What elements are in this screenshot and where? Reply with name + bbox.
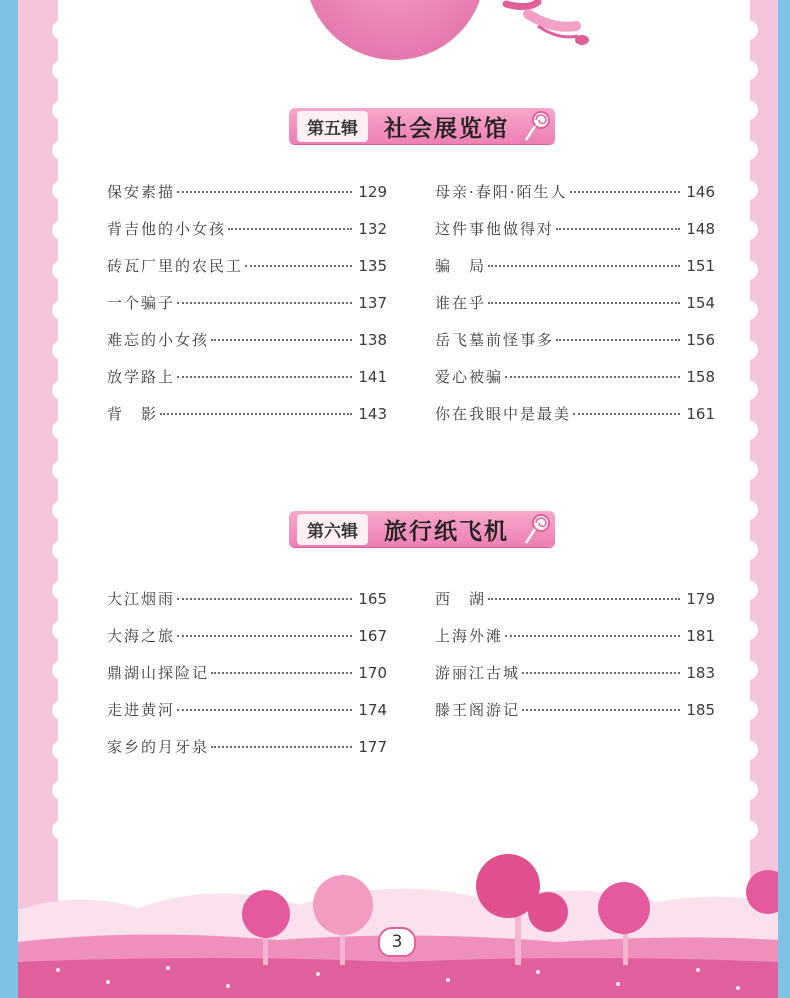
lollipop-icon xyxy=(523,513,551,545)
toc-entry-title: 岳飞墓前怪事多 xyxy=(435,331,555,349)
toc-entry-title: 难忘的小女孩 xyxy=(107,331,210,349)
leader-dots xyxy=(488,265,680,267)
leader-dots xyxy=(211,672,352,674)
leader-dots xyxy=(177,376,352,378)
toc-entry-page: 185 xyxy=(686,701,715,719)
toc-entry-title: 家乡的月牙泉 xyxy=(107,738,210,756)
toc-entry xyxy=(435,699,715,736)
toc-entry xyxy=(435,366,715,403)
toc-entry-title: 砖瓦厂里的农民工 xyxy=(107,257,244,275)
leader-dots xyxy=(245,265,352,267)
toc-entry-title: 滕王阁游记 xyxy=(435,701,521,719)
toc-entry-title: 上海外滩 xyxy=(435,627,504,645)
toc-entry-title: 鼎湖山探险记 xyxy=(107,664,210,682)
toc-entry-page: 167 xyxy=(358,627,387,645)
leader-dots xyxy=(522,672,680,674)
leader-dots xyxy=(177,302,352,304)
leader-dots xyxy=(488,302,680,304)
toc-entry xyxy=(107,625,387,662)
toc-entry xyxy=(435,625,715,662)
leader-dots xyxy=(177,709,352,711)
toc-entry-page: 138 xyxy=(358,331,387,349)
leader-dots xyxy=(160,413,352,415)
lollipop-icon xyxy=(523,110,551,142)
leader-dots xyxy=(505,635,680,637)
leader-dots xyxy=(177,635,352,637)
toc-entry-title: 这件事他做得对 xyxy=(435,220,555,238)
leader-dots xyxy=(488,598,680,600)
section-tag: 第六辑 xyxy=(297,514,368,545)
toc-column-left xyxy=(107,181,387,440)
toc-entry-page: 132 xyxy=(358,220,387,238)
leader-dots xyxy=(211,339,352,341)
toc-list xyxy=(435,588,715,736)
leader-dots xyxy=(522,709,680,711)
section-banner-5 xyxy=(289,108,555,144)
toc-entry-title: 一个骗子 xyxy=(107,294,176,312)
cartoon-character-legs-icon xyxy=(498,0,594,52)
toc-list xyxy=(107,181,387,440)
toc-entry-page: 181 xyxy=(686,627,715,645)
toc-entry-title: 大海之旅 xyxy=(107,627,176,645)
toc-entry xyxy=(107,366,387,403)
toc-entry xyxy=(435,292,715,329)
toc-entry xyxy=(107,292,387,329)
toc-entry-title: 游丽江古城 xyxy=(435,664,521,682)
toc-entry xyxy=(107,699,387,736)
leader-dots xyxy=(177,191,352,193)
toc-entry-title: 走进黄河 xyxy=(107,701,176,719)
toc-entry-title: 谁在乎 xyxy=(435,294,487,312)
toc-entry-title: 背 影 xyxy=(107,405,159,423)
leader-dots xyxy=(211,746,352,748)
toc-entry-title: 你在我眼中是最美 xyxy=(435,405,572,423)
toc-entry-title: 保安素描 xyxy=(107,183,176,201)
toc-entry-page: 137 xyxy=(358,294,387,312)
toc-column-left xyxy=(107,588,387,773)
toc-entry xyxy=(435,403,715,440)
toc-entry-page: 154 xyxy=(686,294,715,312)
toc-entry-page: 156 xyxy=(686,331,715,349)
toc-entry-title: 爱心被骗 xyxy=(435,368,504,386)
toc-entry xyxy=(107,255,387,292)
toc-entry xyxy=(435,329,715,366)
toc-entry-page: 161 xyxy=(686,405,715,423)
leader-dots xyxy=(228,228,352,230)
toc-entry-page: 151 xyxy=(686,257,715,275)
toc-entry-page: 129 xyxy=(358,183,387,201)
toc-column-right xyxy=(435,588,715,736)
toc-entry-page: 174 xyxy=(358,701,387,719)
toc-entry-page: 165 xyxy=(358,590,387,608)
toc-entry xyxy=(107,662,387,699)
leader-dots xyxy=(505,376,680,378)
footer-garden-scene xyxy=(18,850,778,998)
page-number: 3 xyxy=(378,927,416,957)
leader-dots xyxy=(556,339,680,341)
toc-entry-page: 179 xyxy=(686,590,715,608)
toc-entry xyxy=(107,218,387,255)
toc-entry-title: 放学路上 xyxy=(107,368,176,386)
section-title: 社会展览馆 xyxy=(384,114,509,142)
toc-entry xyxy=(107,403,387,440)
toc-entry-title: 骗 局 xyxy=(435,257,487,275)
toc-entry xyxy=(435,218,715,255)
toc-entry-page: 146 xyxy=(686,183,715,201)
right-scallop-border xyxy=(740,0,762,940)
toc-list xyxy=(435,181,715,440)
toc-entry-title: 背吉他的小女孩 xyxy=(107,220,227,238)
toc-entry-page: 177 xyxy=(358,738,387,756)
toc-entry xyxy=(107,181,387,218)
toc-column-right xyxy=(435,181,715,440)
toc-entry xyxy=(107,736,387,773)
toc-entry xyxy=(107,329,387,366)
toc-entry xyxy=(435,662,715,699)
toc-entry xyxy=(435,181,715,218)
toc-entry-page: 183 xyxy=(686,664,715,682)
toc-entry xyxy=(107,588,387,625)
toc-entry-title: 西 湖 xyxy=(435,590,487,608)
leader-dots xyxy=(570,191,681,193)
toc-entry-title: 母亲·春阳·陌生人 xyxy=(435,183,568,201)
section-tag: 第五辑 xyxy=(297,111,368,142)
section-title: 旅行纸飞机 xyxy=(384,517,509,545)
toc-entry-title: 大江烟雨 xyxy=(107,590,176,608)
toc-entry-page: 135 xyxy=(358,257,387,275)
toc-entry-page: 141 xyxy=(358,368,387,386)
toc-entry-page: 158 xyxy=(686,368,715,386)
toc-entry-page: 143 xyxy=(358,405,387,423)
section-banner-6 xyxy=(289,511,555,547)
toc-list xyxy=(107,588,387,773)
toc-entry xyxy=(435,588,715,625)
leader-dots xyxy=(573,413,680,415)
leader-dots xyxy=(177,598,352,600)
toc-entry xyxy=(435,255,715,292)
leader-dots xyxy=(556,228,680,230)
toc-entry-page: 148 xyxy=(686,220,715,238)
toc-entry-page: 170 xyxy=(358,664,387,682)
